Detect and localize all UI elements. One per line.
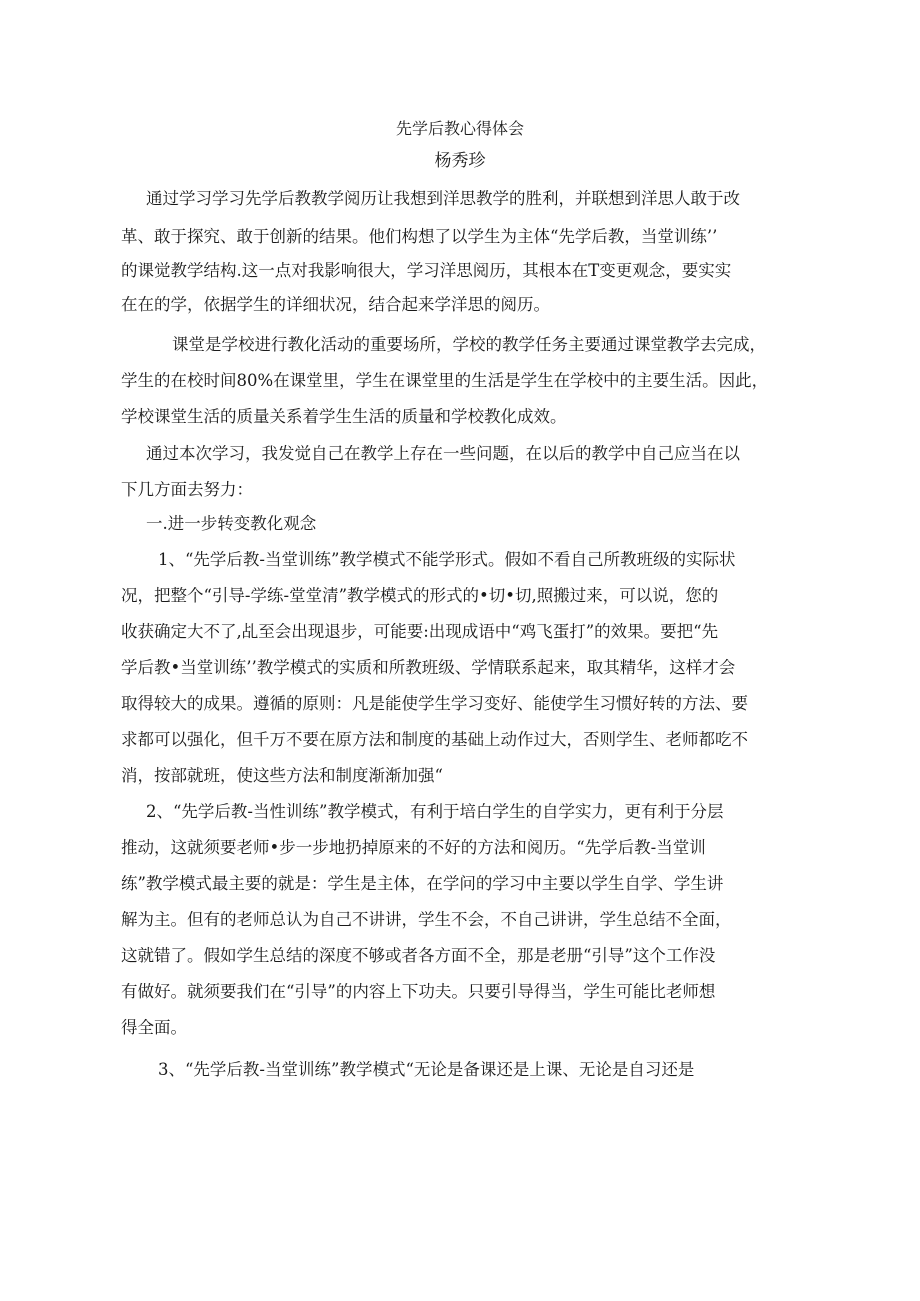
paragraph-line: 学生的在校时间80%在课堂里，学生在课堂里的生活是学生在学校中的主要生活。因此， xyxy=(121,371,769,390)
paragraph-line: 2、“先学后教-当性训练”教学模式，有利于培白学生的自学实力，更有利于分层 xyxy=(146,802,724,821)
paragraph-line: 这就错了。假如学生总结的深度不够或者各方面不全，那是老册“引导”这个工作没 xyxy=(121,946,716,965)
paragraph-line: 下几方面去努力： xyxy=(121,480,253,499)
paragraph-line: 得全面。 xyxy=(121,1018,187,1037)
paragraph-line: 况，把整个“引导-学练-堂堂清”教学模式的形式的•切•切,照搬过来，可以说，您的 xyxy=(121,586,719,605)
paragraph-line: 的课觉教学结构.这一点对我影响很大，学习洋思阅历，其根本在T变更观念，要实实 xyxy=(121,261,732,280)
document-title: 先学后教心得体会 xyxy=(395,119,524,138)
paragraph-line: 推动，这就须要老师•步一步地扔掉原来的不好的方法和阅历。“先学后教-当堂训 xyxy=(121,838,706,857)
paragraph-line: 有做好。就须要我们在“引导”的内容上下功夫。只要引导得当，学生可能比老师想 xyxy=(121,982,716,1001)
paragraph-line: 求都可以强化，但千万不要在原方法和制度的基础上动作过大，否则学生、老师都吃不 xyxy=(121,730,748,749)
paragraph-line: 解为主。但有的老师总认为自己不讲讲，学生不会，不自己讲讲，学生总结不全面， xyxy=(121,910,732,929)
paragraph-line: 取得较大的成果。遵循的原则：凡是能使学生学习变好、能使学生习惯好转的方法、要 xyxy=(121,694,748,713)
paragraph-line: 在在的学，依据学生的详细状况，结合起来学洋思的阅历。 xyxy=(121,295,550,314)
paragraph-line: 通过学习学习先学后教教学阅历让我想到洋思教学的胜利，并联想到洋思人敢于改 xyxy=(146,189,740,208)
paragraph-line: 收获确定大不了,乩至会出现退步，可能要:出现成语中“鸡飞蛋打”的效果。要把“先 xyxy=(121,622,719,641)
paragraph-line: 学后教•当堂训练’’教学模式的实质和所教班级、学情联系起来，取其精华，这样才会 xyxy=(121,658,736,677)
paragraph-line: 学校课堂生活的质量关系着学生生活的质量和学校教化成效。 xyxy=(121,407,567,426)
paragraph-line: 1、“先学后教-当堂训练”教学模式不能学形式。假如不看自己所教班级的实际状 xyxy=(158,550,736,569)
paragraph-line: 消，按部就班，使这些方法和制度渐渐加强“ xyxy=(121,766,443,785)
paragraph-line: 3、“先学后教-当堂训练”教学模式“无论是备课还是上课、无论是自习还是 xyxy=(158,1060,695,1079)
paragraph-line: 课堂是学校进行教化活动的重要场所，学校的教学任务主要通过课堂教学去完成， xyxy=(172,335,766,354)
paragraph-line: 练”教学模式最主要的就是：学生是主体，在学问的学习中主要以学生自学、学生讲 xyxy=(121,874,724,893)
paragraph-line: 革、敢于探究、敢于创新的结果。他们构想了以学生为主体“先学后教，当堂训练’’ xyxy=(121,227,718,246)
document-author: 杨秀珍 xyxy=(434,151,486,171)
paragraph-line: 通过本次学习，我发觉自己在教学上存在一些问题，在以后的教学中自己应当在以 xyxy=(146,444,740,463)
section-heading: 一.进一步转变教化观念 xyxy=(146,514,317,533)
